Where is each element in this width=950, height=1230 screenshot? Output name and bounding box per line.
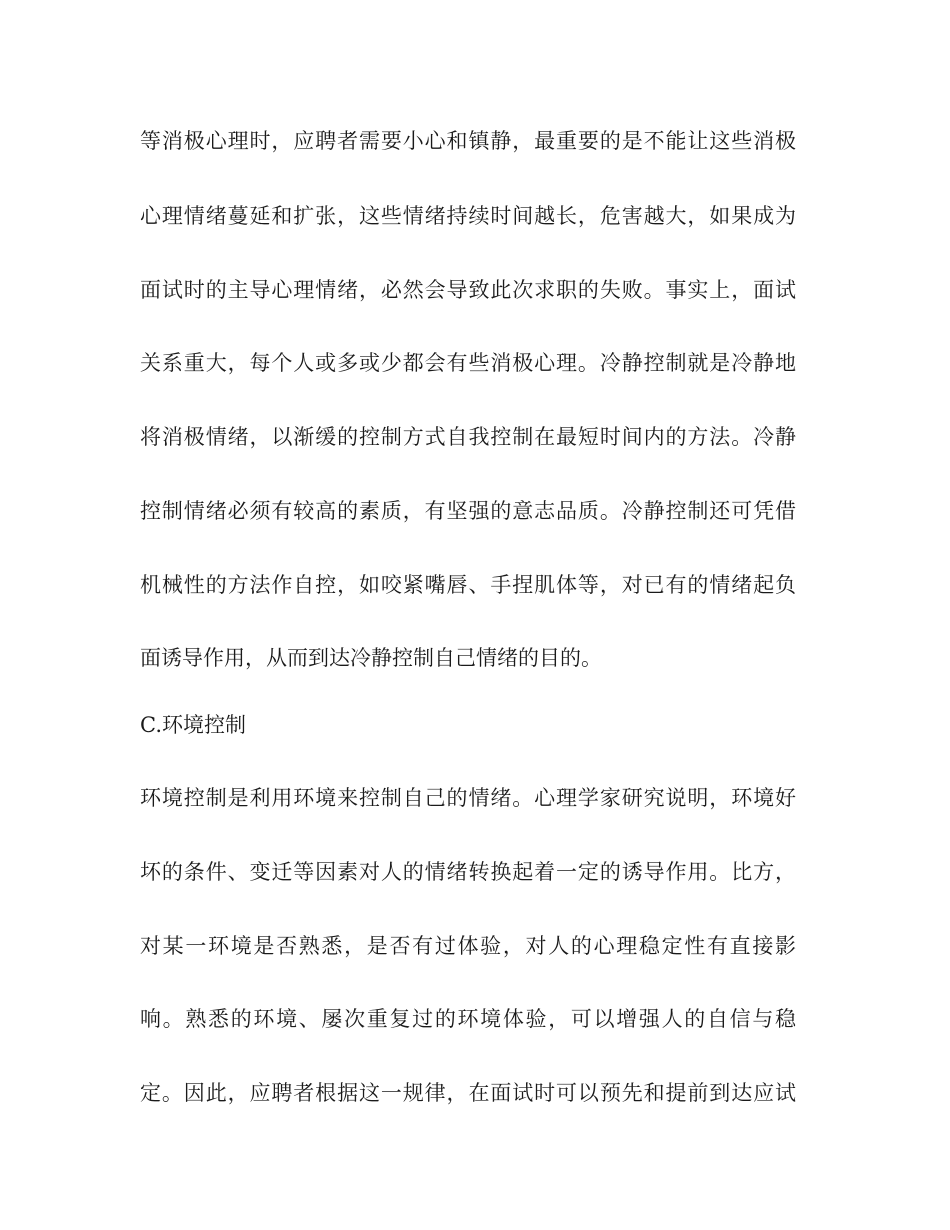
section-heading: C.环境控制: [140, 713, 246, 737]
paragraph-line: 机械性的方法作自控，如咬紧嘴唇、手捏肌体等，对已有的情绪起负: [140, 573, 796, 597]
paragraph-line-last: 面诱导作用，从而到达冷静控制自己情绪的目的。: [140, 646, 602, 670]
paragraph-line: 环境控制是利用环境来控制自己的情绪。心理学家研究说明，环境好: [140, 786, 796, 810]
paragraph-line: 坏的条件、变迁等因素对人的情绪转换起着一定的诱导作用。比方，: [140, 860, 796, 884]
paragraph-line: 将消极情绪，以渐缓的控制方式自我控制在最短时间内的方法。冷静: [140, 425, 796, 449]
paragraph-line: 定。因此，应聘者根据这一规律，在面试时可以预先和提前到达应试: [140, 1081, 796, 1105]
paragraph-line: 控制情绪必须有较高的素质，有坚强的意志品质。冷静控制还可凭借: [140, 499, 796, 523]
paragraph-line: 面试时的主导心理情绪，必然会导致此次求职的失败。事实上，面试: [140, 278, 796, 302]
paragraph-line: 等消极心理时，应聘者需要小心和镇静，最重要的是不能让这些消极: [140, 129, 796, 153]
paragraph-line: 心理情绪蔓延和扩张，这些情绪持续时间越长，危害越大，如果成为: [140, 204, 796, 228]
paragraph-line: 响。熟悉的环境、屡次重复过的环境体验，可以增强人的自信与稳: [140, 1007, 796, 1031]
paragraph-line: 关系重大，每个人或多或少都会有些消极心理。冷静控制就是冷静地: [140, 351, 796, 375]
paragraph-line: 对某一环境是否熟悉，是否有过体验，对人的心理稳定性有直接影: [140, 934, 796, 958]
